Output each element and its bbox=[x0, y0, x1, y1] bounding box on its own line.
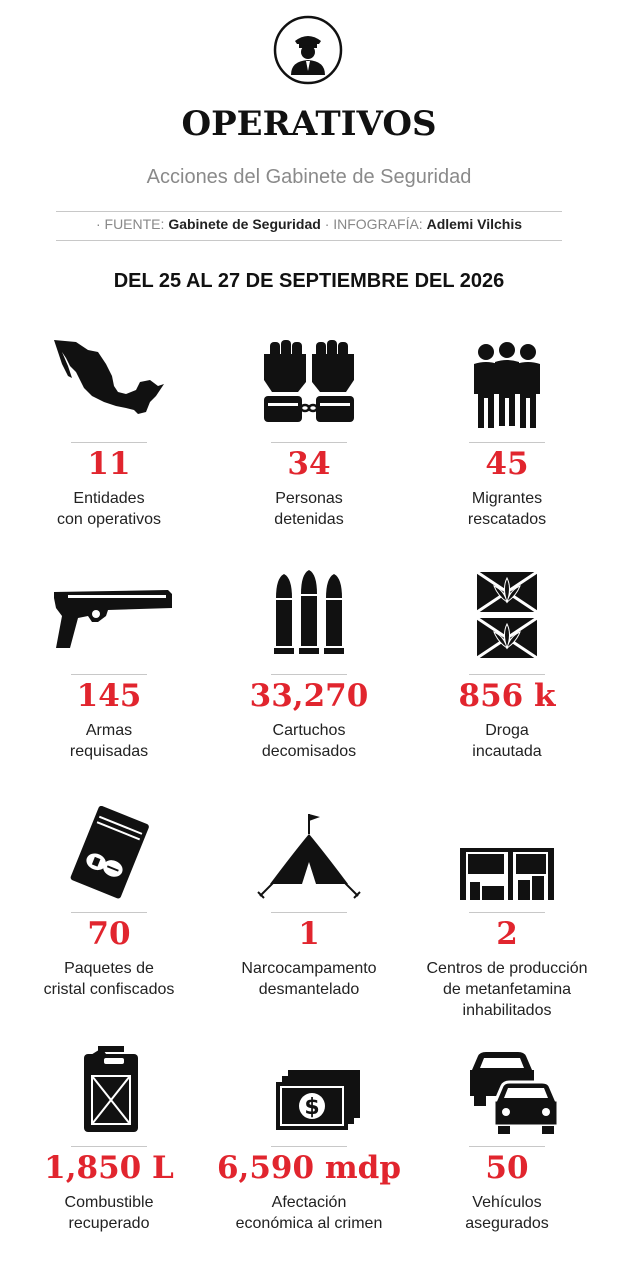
item-divider bbox=[469, 442, 545, 443]
page-title: OPERATIVOS bbox=[181, 104, 437, 144]
item-divider bbox=[469, 1146, 545, 1147]
money-bills-icon bbox=[254, 1040, 364, 1134]
mexico-map-icon bbox=[54, 336, 164, 430]
source-name: Gabinete de Seguridad bbox=[168, 216, 321, 232]
stat-label: Personas detenidas bbox=[274, 490, 344, 528]
stat-label: Paquetes de cristal confiscados bbox=[43, 960, 175, 998]
stat-label: Afectación económica al crimen bbox=[235, 1194, 383, 1232]
item-divider bbox=[71, 912, 147, 913]
stat-label: Combustible recuperado bbox=[64, 1194, 154, 1232]
stat-label: Cartuchos decomisados bbox=[261, 722, 357, 760]
stat-value: 34 bbox=[287, 446, 331, 482]
item-divider bbox=[271, 1146, 347, 1147]
infographic-prefix: · INFOGRAFÍA: bbox=[324, 216, 423, 232]
stat-label: Vehículos asegurados bbox=[465, 1194, 549, 1232]
stat-label: Narcocampamento desmantelado bbox=[241, 960, 377, 998]
item-divider bbox=[71, 442, 147, 443]
item-divider bbox=[271, 442, 347, 443]
stat-value: 6,590 mdp bbox=[216, 1150, 402, 1186]
stat-value: 50 bbox=[485, 1150, 529, 1186]
divider bbox=[56, 240, 562, 241]
cars-icon bbox=[452, 1040, 562, 1134]
police-officer-icon bbox=[273, 15, 343, 85]
pistol-icon bbox=[54, 568, 164, 662]
marijuana-packages-icon bbox=[452, 568, 562, 662]
stat-label: Migrantes rescatados bbox=[467, 490, 547, 528]
drug-bag-icon bbox=[54, 806, 164, 900]
page-subtitle: Acciones del Gabinete de Seguridad bbox=[146, 166, 472, 188]
tent-camp-icon bbox=[254, 806, 364, 900]
item-divider bbox=[469, 912, 545, 913]
stat-value: 856 k bbox=[458, 678, 556, 714]
source-prefix: · FUENTE: bbox=[95, 216, 165, 232]
stat-value: 70 bbox=[87, 916, 131, 952]
author-name: Adlemi Vilchis bbox=[426, 216, 523, 232]
credits bbox=[0, 216, 618, 232]
stat-value: 1 bbox=[298, 916, 320, 952]
stat-value: 1,850 L bbox=[44, 1150, 174, 1186]
stat-value: 45 bbox=[485, 446, 529, 482]
item-divider bbox=[271, 674, 347, 675]
drug-lab-icon bbox=[452, 806, 562, 900]
divider bbox=[56, 211, 562, 212]
item-divider bbox=[71, 1146, 147, 1147]
stat-value: 33,270 bbox=[249, 678, 369, 714]
stat-value: 2 bbox=[496, 916, 518, 952]
stat-value: 11 bbox=[87, 446, 131, 482]
stat-value: 145 bbox=[76, 678, 142, 714]
stat-label: Centros de producción de metanfetamina inhabilitados bbox=[426, 960, 588, 1019]
stat-label: Droga incautada bbox=[472, 722, 542, 760]
stat-label: Entidades con operativos bbox=[56, 490, 162, 528]
item-divider bbox=[71, 674, 147, 675]
stat-label: Armas requisadas bbox=[69, 722, 149, 760]
handcuffed-fists-icon bbox=[254, 336, 364, 430]
item-divider bbox=[469, 674, 545, 675]
item-divider bbox=[271, 912, 347, 913]
svg-text:$: $ bbox=[304, 1095, 320, 1120]
fuel-jerrycan-icon bbox=[54, 1040, 164, 1134]
bullets-icon bbox=[254, 568, 364, 662]
group-of-people-icon bbox=[452, 336, 562, 430]
date-range: DEL 25 AL 27 DE SEPTIEMBRE DEL 2026 bbox=[113, 270, 505, 292]
